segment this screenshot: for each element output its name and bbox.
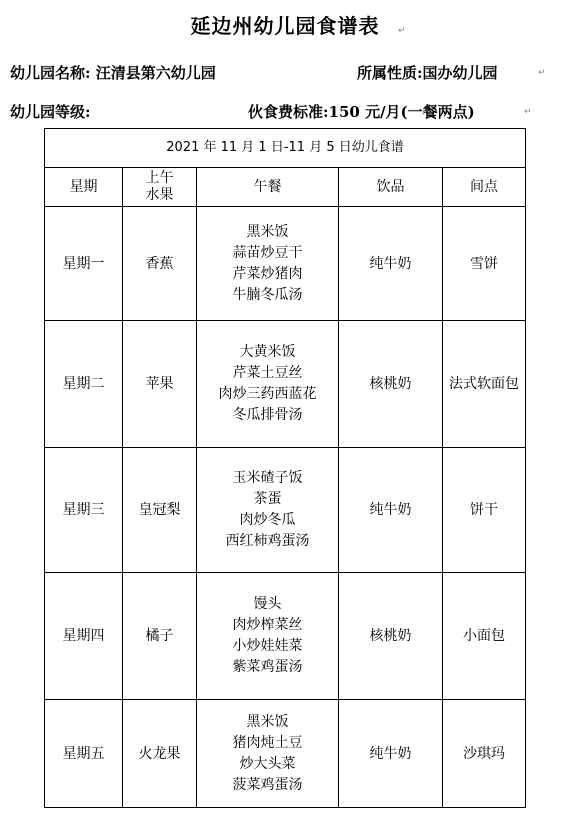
- snack-cell: 沙琪玛: [443, 700, 526, 808]
- lunch-dish: 小炒娃娃菜: [232, 638, 303, 654]
- drink-cell: 核桃奶: [339, 573, 443, 700]
- drink-cell: 纯牛奶: [339, 207, 443, 321]
- lunch-cell: [197, 448, 339, 573]
- lunch-dish: 肉炒三药西蓝花: [218, 386, 317, 402]
- day-cell: 星期一: [45, 207, 123, 321]
- table-row: [45, 207, 526, 321]
- drink-cell: 纯牛奶: [339, 700, 443, 808]
- paragraph-mark: ↵: [524, 107, 532, 117]
- lunch-cell: [197, 321, 339, 448]
- lunch-dish: 馒头: [253, 596, 282, 612]
- day-cell: 星期五: [45, 700, 123, 808]
- header-lunch: 午餐: [197, 168, 339, 207]
- lunch-dish: 黑米饭: [246, 223, 289, 240]
- table-row: [45, 573, 526, 700]
- snack-cell: 饼干: [443, 448, 526, 573]
- kindergarten-name: 幼儿园名称: 汪清县第六幼儿园: [10, 64, 216, 82]
- weekly-menu-table: [44, 128, 526, 808]
- header-drink: 饮品: [339, 168, 443, 207]
- lunch-dish: 菠菜鸡蛋汤: [232, 776, 303, 793]
- drink-cell: 纯牛奶: [339, 448, 443, 573]
- day-cell: 星期四: [45, 573, 123, 700]
- table-row: [45, 321, 526, 448]
- lunch-dish: 肉炒榨菜丝: [232, 617, 303, 633]
- lunch-cell: [197, 573, 339, 700]
- lunch-cell: [197, 207, 339, 321]
- fruit-cell: 皇冠梨: [123, 448, 197, 573]
- snack-cell: 法式软面包: [443, 321, 526, 448]
- header-day: 星期: [45, 168, 123, 207]
- table-header-row: [45, 168, 526, 207]
- lunch-dish: 茶蛋: [253, 491, 282, 507]
- kindergarten-nature: 所属性质:国办幼儿园: [357, 64, 498, 82]
- paragraph-mark: ↵: [398, 26, 406, 36]
- lunch-dish: 西红柿鸡蛋汤: [225, 533, 310, 549]
- fruit-cell: 香蕉: [123, 207, 197, 321]
- header-fruit-line1: 上午: [145, 170, 174, 186]
- lunch-dish: 芹菜炒猪肉: [232, 265, 303, 282]
- lunch-dish: 大黄米饭: [239, 344, 296, 360]
- lunch-dish: 蒜苗炒豆干: [232, 244, 303, 261]
- meal-fee-standard: 伙食费标准:150 元/月(一餐两点): [248, 103, 475, 121]
- header-snack: 间点: [443, 168, 526, 207]
- lunch-dish: 牛腩冬瓜汤: [232, 286, 303, 303]
- table-row: [45, 448, 526, 573]
- fruit-cell: 橘子: [123, 573, 197, 700]
- lunch-dish: 肉炒冬瓜: [239, 512, 296, 528]
- paragraph-mark: ↵: [538, 68, 546, 78]
- day-cell: 星期二: [45, 321, 123, 448]
- snack-cell: 雪饼: [443, 207, 526, 321]
- kindergarten-grade: 幼儿园等级:: [10, 103, 91, 121]
- fruit-cell: 火龙果: [123, 700, 197, 808]
- drink-cell: 核桃奶: [339, 321, 443, 448]
- fruit-cell: 苹果: [123, 321, 197, 448]
- table-row: [45, 700, 526, 808]
- header-fruit: [123, 168, 197, 207]
- lunch-dish: 猪肉炖土豆: [232, 734, 303, 751]
- snack-cell: 小面包: [443, 573, 526, 700]
- lunch-dish: 芹菜土豆丝: [232, 365, 303, 381]
- lunch-dish: 黑米饭: [246, 713, 289, 730]
- lunch-dish: 玉米碴子饭: [232, 470, 303, 486]
- lunch-dish: 炒大头菜: [239, 755, 296, 772]
- day-cell: 星期三: [45, 448, 123, 573]
- header-fruit-line2: 水果: [145, 187, 174, 203]
- table-caption: 2021 年 11 月 1 日-11 月 5 日幼儿食谱: [45, 129, 526, 168]
- lunch-dish: 冬瓜排骨汤: [232, 407, 303, 423]
- page-title: 延边州幼儿园食谱表: [190, 14, 380, 38]
- lunch-dish: 紫菜鸡蛋汤: [232, 659, 303, 675]
- lunch-cell: [197, 700, 339, 808]
